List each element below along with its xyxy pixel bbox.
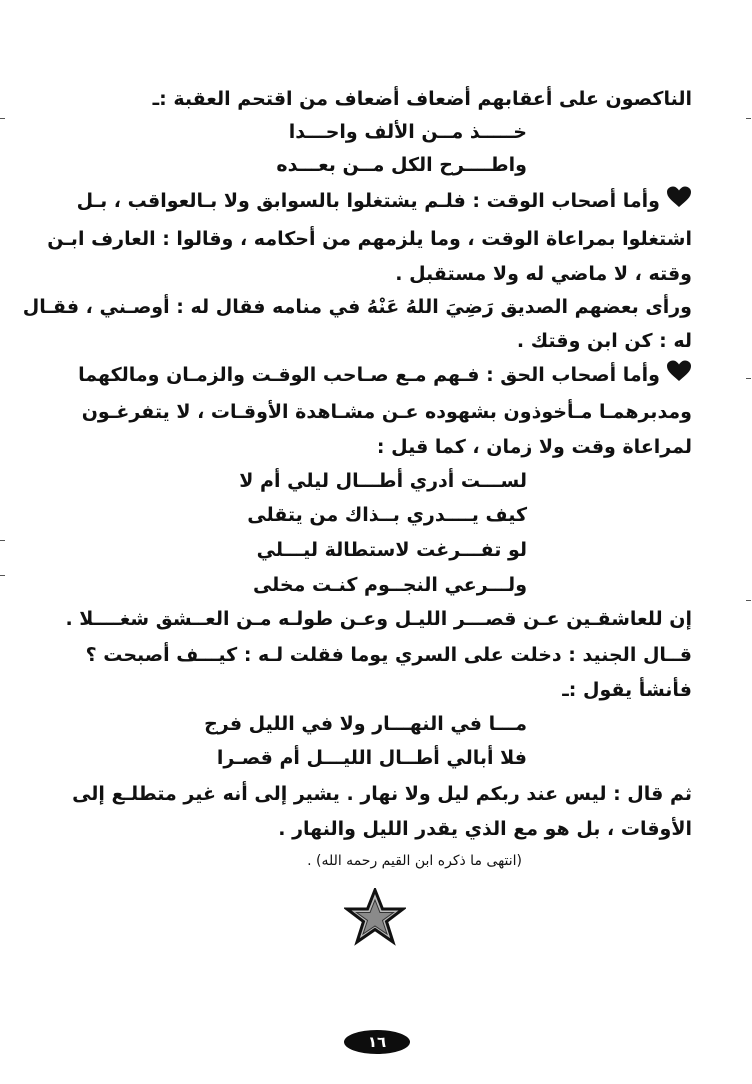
text-line: ومدبرهمـا مـأخوذون بشهوده عـن مشـاهدة الأوقـات ، لا يتفرغـون xyxy=(81,401,692,423)
text-line: لمراعاة وقت ولا زمان ، كما قيل : xyxy=(376,436,692,458)
star-ornament-icon xyxy=(344,888,406,950)
text-line-with-heart xyxy=(78,360,692,391)
scan-mark xyxy=(0,540,5,541)
verse-line: لســـت أدري أطـــال ليلي أم لا xyxy=(239,470,527,492)
text-line: وقته ، لا ماضي له ولا مستقبل . xyxy=(395,263,692,285)
text-line: ثم قال : ليس عند ربكم ليل ولا نهار . يشير إلى أنه غير متطلـع إلى xyxy=(72,783,692,805)
text-line: له : كن ابن وقتك . xyxy=(516,330,692,352)
scan-mark xyxy=(746,118,751,119)
text-line: فأنشأ يقول :ـ xyxy=(562,679,692,701)
verse-line: مـــا في النهـــار ولا في الليل فرج xyxy=(204,713,527,735)
verse-line: ولـــرعي النجــوم كنـت مخلى xyxy=(252,574,527,596)
scan-mark xyxy=(746,378,751,379)
text-line-with-heart xyxy=(77,186,692,217)
text-line: الأوقات ، بل هو مع الذي يقدر الليل والنهار . xyxy=(278,818,692,840)
heart-icon xyxy=(666,186,692,217)
page-number: ١٦ xyxy=(344,1030,410,1054)
text-line: قــال الجنيد : دخلت على السري يوما فقلت لـه : كيـــف أصبحت ؟ xyxy=(85,644,692,666)
scan-mark xyxy=(0,118,5,119)
verse-line: واطــــرح الكل مــن بعـــده xyxy=(276,154,527,176)
text-line: الناكصون على أعقابهم أضعاف أضعاف من اقتحم العقبة :ـ xyxy=(152,88,692,110)
verse-line: كيف يــــدري بــذاك من يتقلى xyxy=(247,504,527,526)
scan-mark xyxy=(746,600,751,601)
verse-line: فلا أبالي أطــال الليـــل أم قصـرا xyxy=(216,747,527,769)
paragraph-text: وأما أصحاب الوقت : فلـم يشتغلوا بالسوابق ولا بـالعواقب ، بـل xyxy=(76,190,660,212)
verse-line: لو تفـــرغت لاستطالة ليـــلي xyxy=(256,539,527,561)
verse-line: خـــــذ مــن الألف واحـــدا xyxy=(288,121,527,143)
source-note: (انتهى ما ذكره ابن القيم رحمه الله) . xyxy=(307,853,522,869)
scan-mark xyxy=(0,575,5,576)
text-line: اشتغلوا بمراعاة الوقت ، وما يلزمهم من أحكامه ، وقالوا : العارف ابـن xyxy=(47,228,692,250)
heart-icon xyxy=(666,360,692,391)
text-line: ورأى بعضهم الصديق رَضِيَ اللهُ عَنْهُ في منامه فقال له : أوصـني ، فقـال xyxy=(22,296,692,318)
text-line: إن للعاشقـين عـن قصـــر الليـل وعـن طولـه مـن العــشق شغــــلا . xyxy=(65,608,692,630)
paragraph-text: وأما أصحاب الحق : فـهم مـع صـاحب الوقـت والزمـان ومالكهما xyxy=(78,364,660,386)
